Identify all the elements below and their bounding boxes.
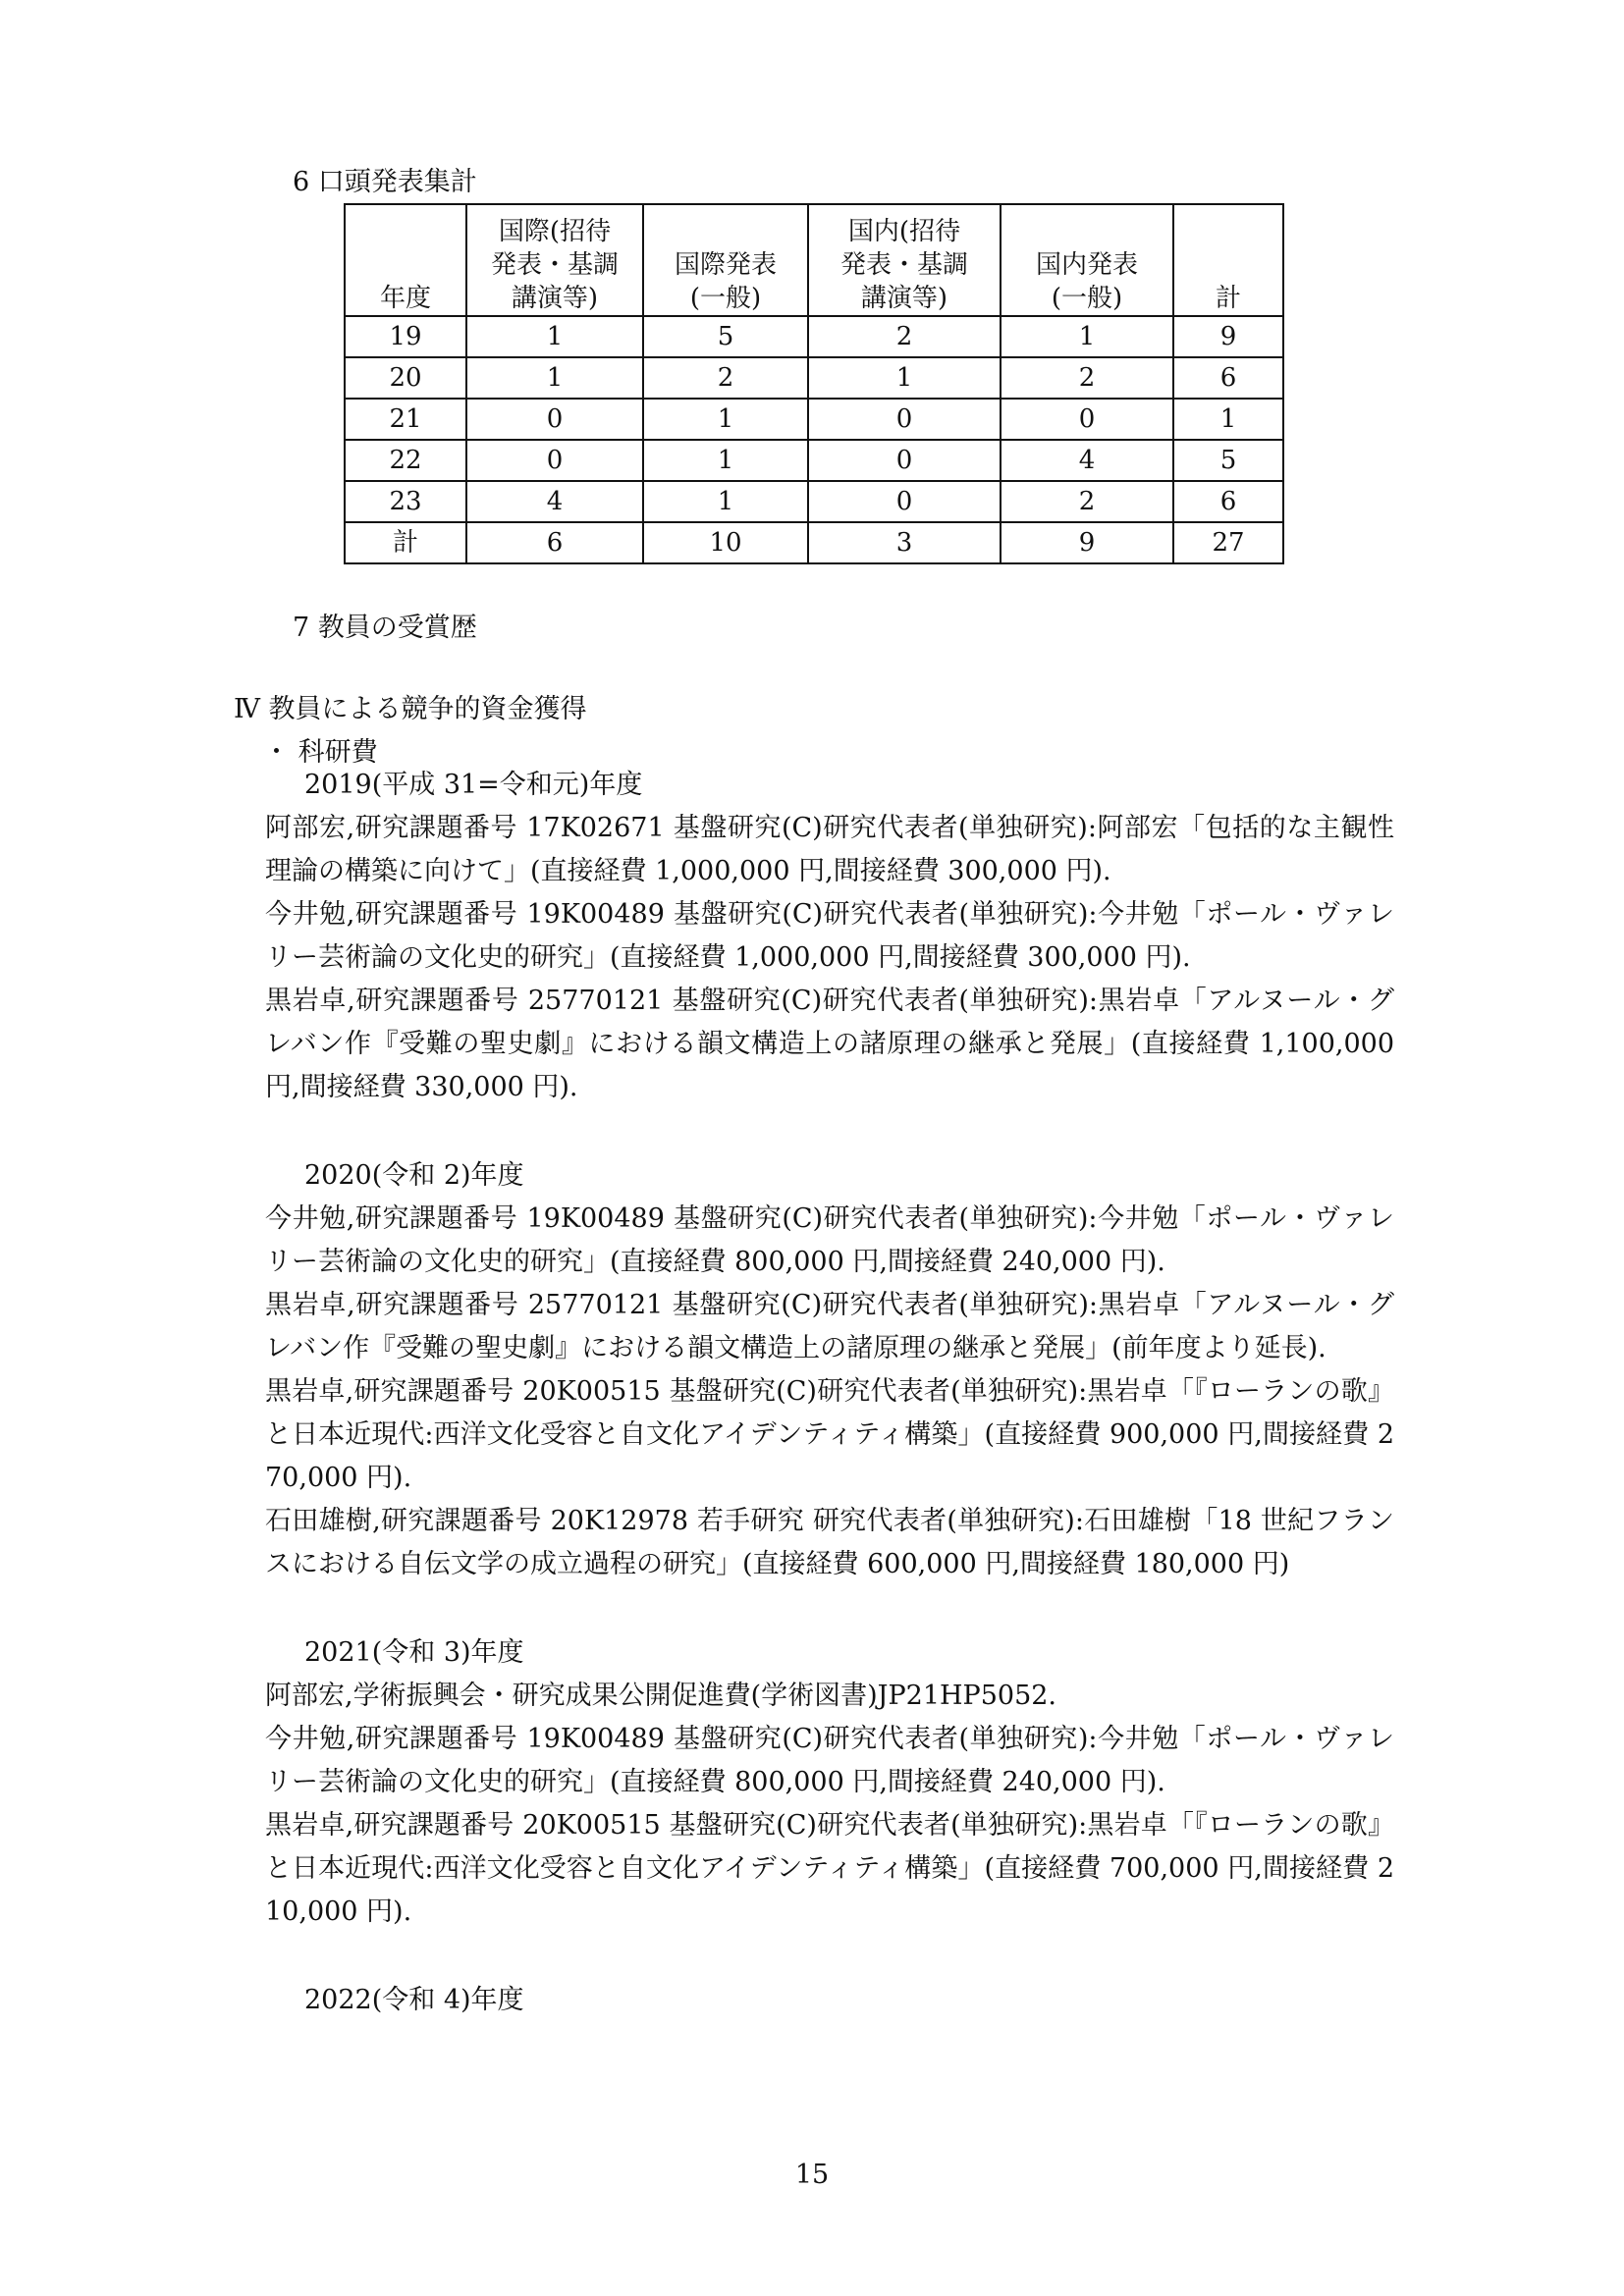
table-header-row [345,204,1283,316]
header-line: 講演等) [511,284,599,313]
section-4-heading: Ⅳ 教員による競争的資金獲得 [234,694,587,724]
table-cell: 1 [1001,316,1173,357]
grant-entry: 黒岩卓,研究課題番号 25770121 基盤研究(C)研究代表者(単独研究):黒岩卓「アルヌール・グレバン作『受難の聖史劇』における韻文構造上の諸原理の継承と発展」(直接経費 1,100,000 円,間接経費 330,000 円). [265,986,1394,1102]
table-cell: 4 [466,481,643,522]
table-cell: 2 [808,316,1001,357]
table-cell: 23 [345,481,466,522]
table-cell: 0 [1001,399,1173,440]
table-cell: 2 [643,357,808,399]
grant-entry: 今井勉,研究課題番号 19K00489 基盤研究(C)研究代表者(単独研究):今井勉「ポール・ヴァレリー芸術論の文化史的研究」(直接経費 800,000 円,間接経費 240,000 円). [265,1203,1394,1277]
table-header-cell [808,204,1001,316]
table-cell: 2 [1001,481,1173,522]
table-row [345,316,1283,357]
table-cell: 0 [808,440,1001,481]
spacer [265,1109,1394,1154]
header-line: 年度 [379,284,431,313]
header-line: 計 [1215,284,1241,313]
table-cell: 3 [808,522,1001,563]
grant-entry: 黒岩卓,研究課題番号 20K00515 基盤研究(C)研究代表者(単独研究):黒岩卓「『ローランの歌』と日本近現代:西洋文化受容と自文化アイデンティティ構築」(直接経費 700,000 円,間接経費 210,000 円). [265,1810,1394,1927]
header-line: 講演等) [860,284,948,313]
table-cell: 0 [808,481,1001,522]
table-cell: 1 [643,440,808,481]
header-line: 国際(招待 [498,217,612,246]
grant-entry: 阿部宏,学術振興会・研究成果公開促進費(学術図書)JP21HP5052. [265,1681,1057,1711]
table-header-cell [643,204,808,316]
table-cell: 1 [808,357,1001,399]
oral-presentation-table [344,203,1284,564]
table-cell: 0 [466,399,643,440]
table-cell: 計 [345,522,466,563]
fiscal-year-heading: 2020(令和 2)年度 [304,1160,524,1191]
table-header-cell [345,204,466,316]
table-cell: 0 [466,440,643,481]
table-cell: 27 [1173,522,1283,563]
header-line: 発表・基調 [490,250,619,280]
grant-entry: 今井勉,研究課題番号 19K00489 基盤研究(C)研究代表者(単独研究):今井勉「ポール・ヴァレリー芸術論の文化史的研究」(直接経費 1,000,000 円,間接経費 300,000 円). [265,899,1394,973]
fiscal-year-heading: 2022(令和 4)年度 [304,1985,524,2015]
grant-entry: 石田雄樹,研究課題番号 20K12978 若手研究 研究代表者(単独研究):石田雄樹「18 世紀フランスにおける自伝文学の成立過程の研究」(直接経費 600,000 円,間接経費 180,000 円) [265,1506,1394,1579]
table-header-cell [466,204,643,316]
table-body [345,316,1283,563]
fiscal-year-heading: 2021(令和 3)年度 [304,1637,524,1668]
spacer [265,1586,1394,1631]
funding-list [265,764,1394,2022]
table-cell: 21 [345,399,466,440]
table-cell: 0 [808,399,1001,440]
grant-entry: 黒岩卓,研究課題番号 20K00515 基盤研究(C)研究代表者(単独研究):黒岩卓「『ローランの歌』と日本近現代:西洋文化受容と自文化アイデンティティ構築」(直接経費 900,000 円,間接経費 270,000 円). [265,1376,1394,1493]
grant-entry: 阿部宏,研究課題番号 17K02671 基盤研究(C)研究代表者(単独研究):阿部宏「包括的な主観性理論の構築に向けて」(直接経費 1,000,000 円,間接経費 300,000 円). [265,813,1394,886]
table-cell: 1 [466,316,643,357]
kakenhi-label: ・ 科研費 [263,737,378,768]
header-line: 国際発表 [674,250,777,280]
table-row [345,440,1283,481]
table-row [345,481,1283,522]
grant-entry: 黒岩卓,研究課題番号 25770121 基盤研究(C)研究代表者(単独研究):黒岩卓「アルヌール・グレバン作『受難の聖史劇』における韻文構造上の諸原理の継承と発展」(前年度より延長). [265,1290,1394,1363]
table-row [345,399,1283,440]
table-cell: 6 [466,522,643,563]
spacer [265,1934,1394,1979]
table-cell: 4 [1001,440,1173,481]
table-cell: 5 [1173,440,1283,481]
header-line: (一般) [689,284,762,313]
table-cell: 9 [1001,522,1173,563]
table-header-cell [1001,204,1173,316]
header-line: (一般) [1051,284,1123,313]
table-cell: 9 [1173,316,1283,357]
table-cell: 10 [643,522,808,563]
section-7-heading: 7 教員の受賞歴 [293,613,477,643]
table-cell: 22 [345,440,466,481]
table-cell: 19 [345,316,466,357]
fiscal-year-heading: 2019(平成 31=令和元)年度 [304,770,643,800]
table-cell: 6 [1173,481,1283,522]
table-cell: 2 [1001,357,1173,399]
header-line: 国内(招待 [847,217,961,246]
table-cell: 1 [466,357,643,399]
table-cell: 1 [1173,399,1283,440]
header-line: 発表・基調 [839,250,968,280]
table-cell: 20 [345,357,466,399]
table-cell: 1 [643,481,808,522]
table-row [345,357,1283,399]
table-row [345,522,1283,563]
page-number: 15 [794,2160,830,2190]
section-6-heading: 6 口頭発表集計 [293,167,477,197]
table-cell: 1 [643,399,808,440]
table-cell: 6 [1173,357,1283,399]
table-header-cell [1173,204,1283,316]
table-cell: 5 [643,316,808,357]
grant-entry: 今井勉,研究課題番号 19K00489 基盤研究(C)研究代表者(単独研究):今井勉「ポール・ヴァレリー芸術論の文化史的研究」(直接経費 800,000 円,間接経費 240,000 円). [265,1724,1394,1797]
header-line: 国内発表 [1035,250,1138,280]
